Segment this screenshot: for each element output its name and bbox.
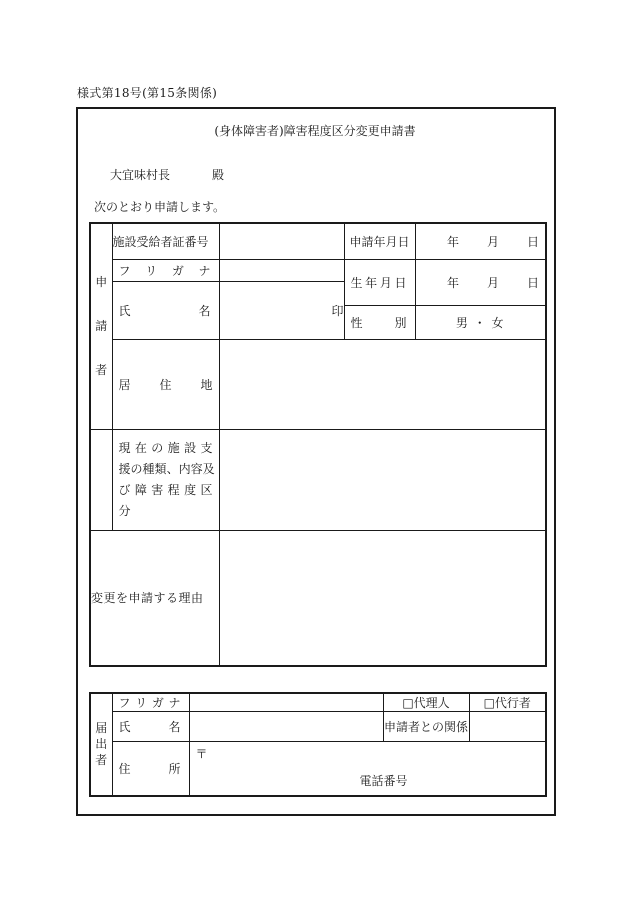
facility-id-field[interactable] <box>219 223 344 259</box>
relation-label: 申請者との関係 <box>383 712 469 742</box>
current-facility-field[interactable] <box>219 429 546 530</box>
notifier-address-label: 住 所 <box>112 742 189 796</box>
applicant-section-label: 申 請 者 <box>90 223 112 429</box>
notifier-address-field[interactable] <box>189 742 546 796</box>
applicant-section-continuation <box>90 429 112 530</box>
notifier-section-label: 届 出 者 <box>90 693 112 796</box>
honorific: 殿 <box>212 168 225 182</box>
applicant-table <box>89 222 547 667</box>
notifier-name-label: 氏 名 <box>112 712 189 742</box>
form-number-label: 様式第18号(第15条関係) <box>77 86 218 100</box>
acting-checkbox[interactable]: □代行者 <box>469 693 546 712</box>
furigana-label: フ リ ガ ナ <box>112 259 219 281</box>
current-facility-label: 現 在 の 施 設 支 援 の 種 類 、 内 容 及 び 障 害 程 度 区 分 <box>112 429 219 530</box>
notifier-furigana-label: フ リ ガ ナ <box>112 693 189 712</box>
name-label: 氏 名 <box>112 281 219 339</box>
change-reason-label: 変更を申請する理由 <box>90 530 219 666</box>
gender-options[interactable]: 男 ・ 女 <box>415 305 546 339</box>
seal-mark: 印 <box>331 303 344 318</box>
application-date-field[interactable]: 年 月 日 <box>415 223 546 259</box>
form-title: (身体障害者)障害程度区分変更申請書 <box>214 124 416 138</box>
phone-label: 電話番号 <box>359 774 408 789</box>
name-field[interactable] <box>219 281 344 339</box>
change-reason-field[interactable] <box>219 530 546 666</box>
application-date-label: 申請年月日 <box>344 223 415 259</box>
addressee: 大宜味村長 <box>110 168 171 182</box>
notifier-name-field[interactable] <box>189 712 383 742</box>
notifier-table <box>89 692 547 797</box>
furigana-field[interactable] <box>219 259 344 281</box>
address-field[interactable] <box>219 339 546 429</box>
postal-mark: 〒 <box>195 747 208 762</box>
proxy-checkbox[interactable]: □代理人 <box>383 693 469 712</box>
birthdate-label: 生 年 月 日 <box>344 259 415 305</box>
address-label: 居 住 地 <box>112 339 219 429</box>
gender-label: 性 別 <box>344 305 415 339</box>
relation-field[interactable] <box>469 712 546 742</box>
birthdate-field[interactable]: 年 月 日 <box>415 259 546 305</box>
facility-id-label: 施設受給者証番号 <box>112 223 219 259</box>
intro-text: 次のとおり申請します。 <box>94 200 226 214</box>
notifier-furigana-field[interactable] <box>189 693 383 712</box>
